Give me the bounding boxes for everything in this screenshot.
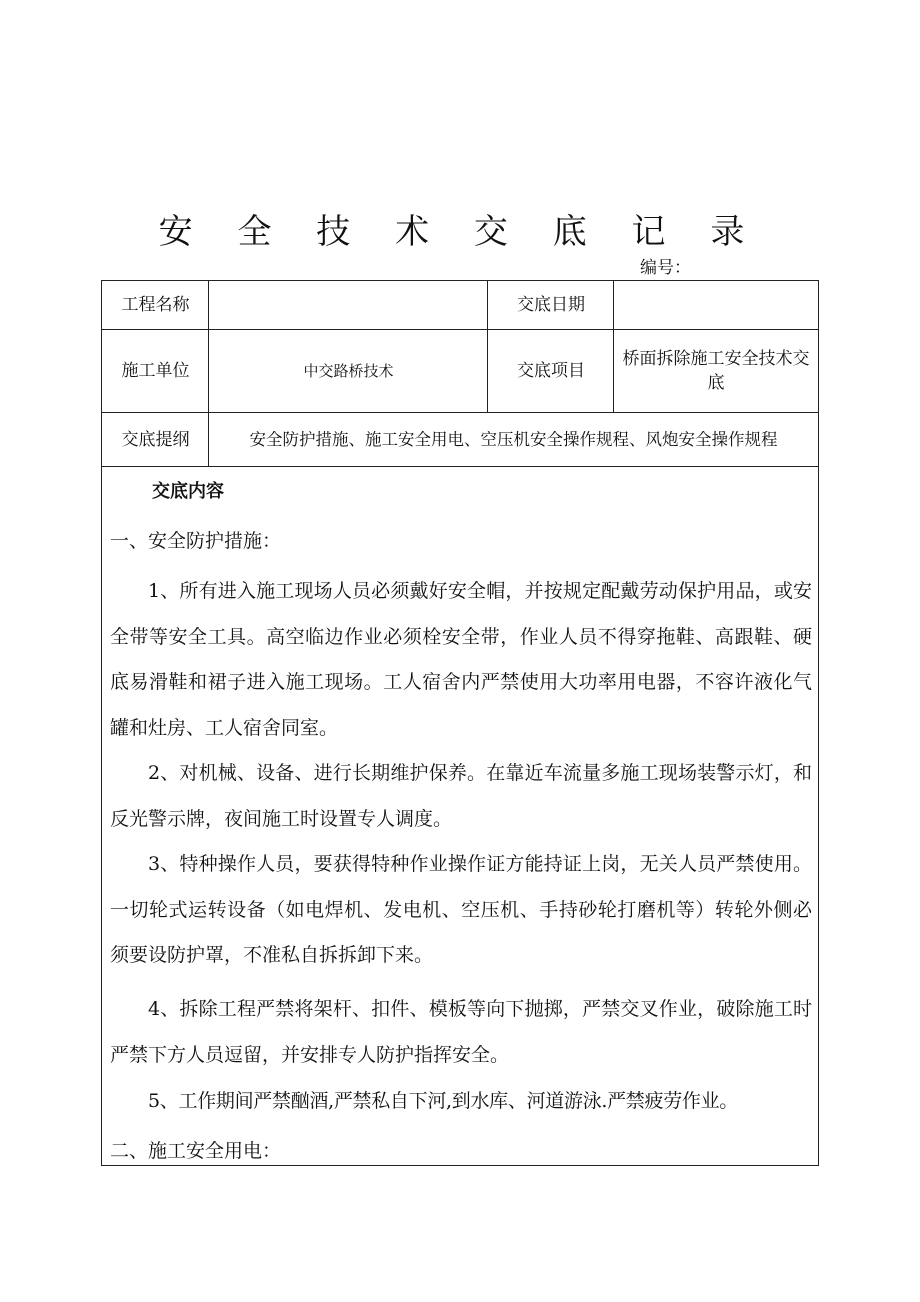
paragraph-item-5: 5、工作期间严禁酗酒,严禁私自下河,到水库、河道游泳.严禁疲劳作业。: [148, 1090, 739, 1112]
paragraph-item-1: 1、所有进入施工现场人员必须戴好安全帽，并按规定配戴劳动保护用品，或安全带等安全工具。高空临边作业必须栓安全带，作业人员不得穿拖鞋、高跟鞋、硬底易滑鞋和裙子进入施工现场。工人宿舍内严禁使用大功率用电器，不容许液化气罐和灶房、工人宿舍同室。: [110, 580, 812, 739]
disclosure-outline-value: 安全防护措施、施工安全用电、空压机安全操作规程、风炮安全操作规程: [249, 429, 778, 449]
serial-number-label: 编号：: [640, 258, 691, 278]
disclosure-date-label: 交底日期: [517, 295, 585, 315]
content-heading: 交底内容: [152, 481, 224, 502]
paragraph-item-2: 2、对机械、设备、进行长期维护保养。在靠近车流量多施工现场装警示灯，和反光警示牌，夜间施工时设置专人调度。: [110, 762, 812, 830]
document-title: 安 全 技 术 交 底 记 录: [158, 212, 762, 252]
disclosure-item-value: 桥面拆除施工安全技术交底: [622, 349, 810, 393]
table-row-unit: [102, 330, 818, 413]
table-row-outline: [102, 413, 818, 467]
table-row-project: [102, 281, 818, 330]
project-name-value: [209, 281, 488, 329]
disclosure-item-label: 交底项目: [517, 361, 585, 381]
paragraph-item-3: 3、特种操作人员，要获得特种作业操作证方能持证上岗，无关人员严禁使用。一切轮式运转设备（如电焊机、发电机、空压机、手持砂轮打磨机等）转轮外侧必须要设防护罩，不准私自拆拆卸下来。: [110, 853, 812, 966]
project-name-label: 工程名称: [121, 295, 190, 315]
construction-unit-label: 施工单位: [121, 361, 190, 381]
disclosure-outline-label: 交底提纲: [121, 429, 190, 450]
disclosure-table: [101, 280, 819, 1166]
construction-unit-value: 中交路桥技术: [303, 362, 394, 380]
paragraph-item-4: 4、拆除工程严禁将架杆、扣件、模板等向下抛掷，严禁交叉作业，破除施工时严禁下方人员逗留，并安排专人防护指挥安全。: [110, 998, 812, 1066]
section-title-safety-measures: 一、安全防护措施：: [110, 530, 282, 552]
section-title-electricity: 二、施工安全用电：: [110, 1140, 282, 1162]
disclosure-date-value: [614, 281, 818, 329]
